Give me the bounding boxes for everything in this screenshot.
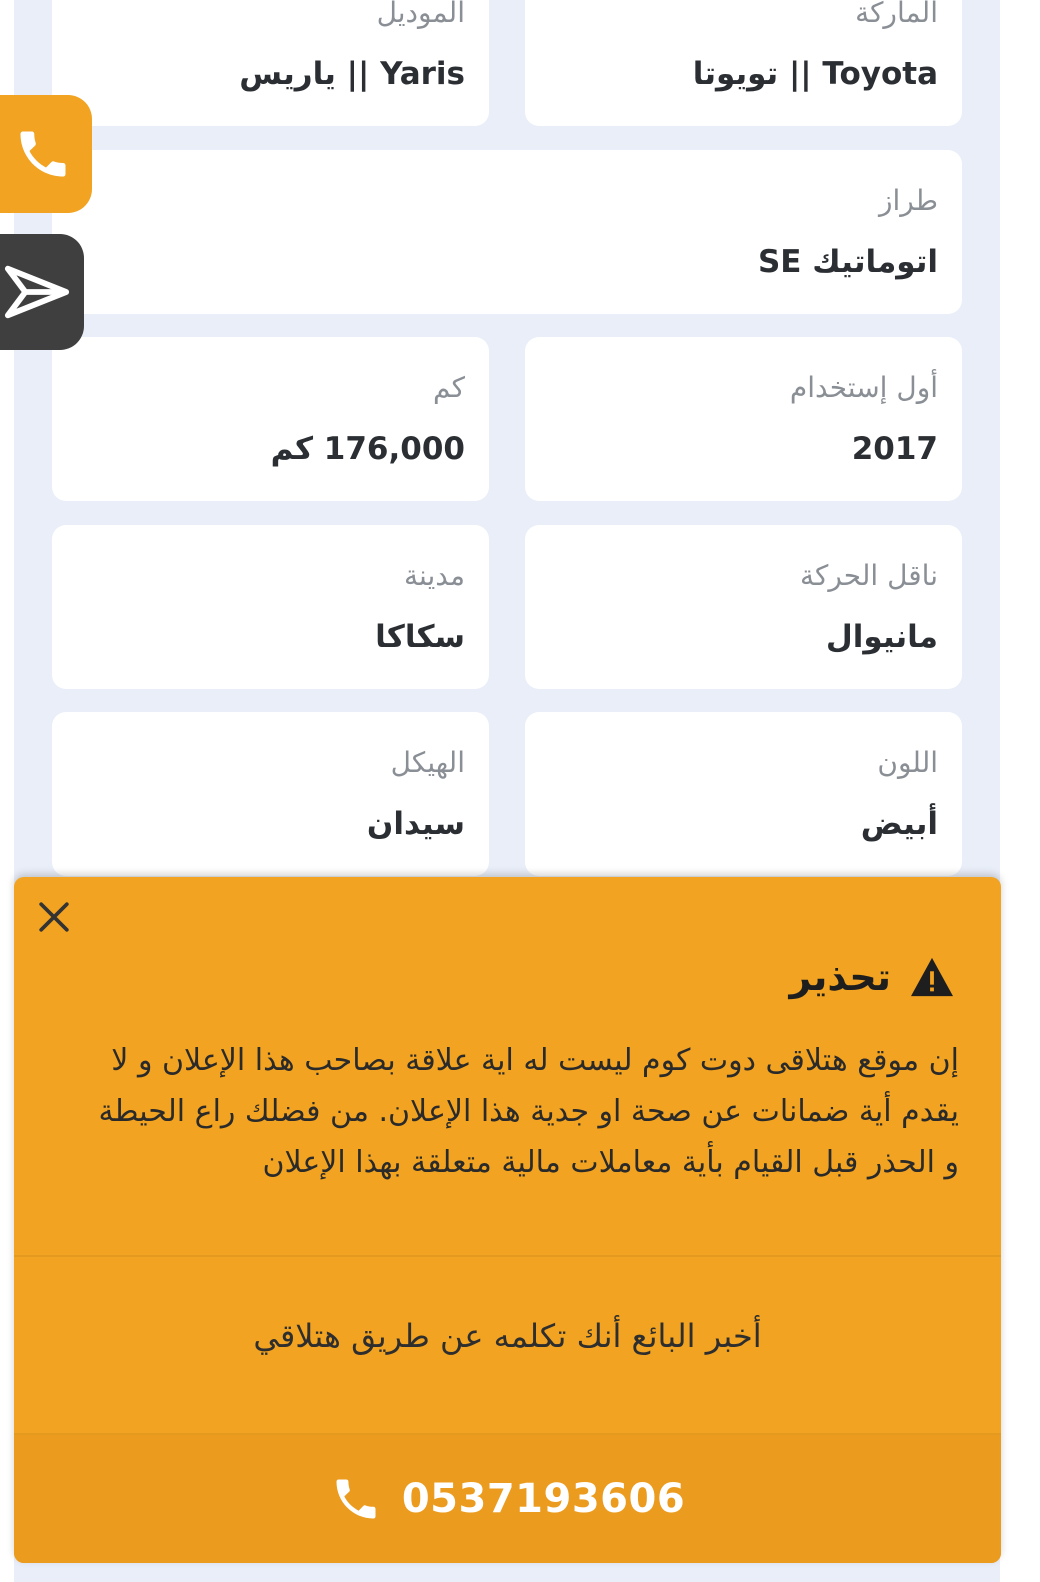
spec-value: 2017	[851, 431, 938, 467]
warning-body-text: إن موقع هتلاقى دوت كوم ليست له اية علاقة بصاحب هذا الإعلان و لا يقدم أية ضمانات عن صحة او جدية هذا الإعلان. من فضلك راع الحيطة و الحذر قبل القيام بأية معاملات مالية متعلقة بهذا الإعلان	[98, 1043, 959, 1180]
tell-seller-text: أخبر البائع أنك تكلمه عن طريق هتلاقي	[253, 1317, 762, 1355]
spec-value: Toyota || تويوتا	[692, 56, 938, 92]
spec-value: سكاكا	[375, 619, 465, 655]
spec-card-body	[52, 712, 489, 876]
phone-icon	[13, 124, 73, 184]
warning-triangle-icon	[909, 956, 955, 998]
spec-card-color	[525, 712, 962, 876]
spec-card-trim	[52, 150, 962, 314]
spec-label: الهيكل	[390, 746, 465, 779]
spec-value: سيدان	[366, 806, 465, 842]
spec-value: Yaris || ياريس	[239, 56, 465, 92]
spec-value: اتوماتيك SE	[757, 244, 938, 280]
spec-label: كم	[433, 371, 465, 404]
close-icon[interactable]	[32, 895, 76, 939]
warning-header	[789, 955, 955, 999]
phone-number: 0537193606	[401, 1476, 686, 1522]
spec-label: الماركة	[855, 0, 938, 29]
spec-label: مدينة	[404, 559, 465, 592]
spec-label: الموديل	[376, 0, 465, 29]
phone-icon	[330, 1473, 382, 1525]
share-icon	[2, 257, 72, 327]
spec-card-brand	[525, 0, 962, 126]
spec-card-mileage	[52, 337, 489, 501]
spec-label: طراز	[878, 184, 938, 217]
warning-title: تحذير	[789, 955, 891, 999]
spec-value: مانيوال	[825, 619, 938, 655]
spec-card-transmission	[525, 525, 962, 689]
spec-value: أبيض	[860, 806, 938, 842]
spec-label: أول إستخدام	[789, 371, 938, 404]
spec-card-city	[52, 525, 489, 689]
call-fab-button[interactable]	[0, 95, 92, 213]
spec-label: ناقل الحركة	[800, 559, 938, 592]
spec-label: اللون	[877, 746, 938, 779]
share-fab-button[interactable]	[0, 234, 84, 350]
call-seller-button[interactable]	[14, 1435, 1001, 1563]
spec-value: 176,000 كم	[270, 431, 465, 467]
warning-sheet	[14, 877, 1001, 1563]
spec-card-first-use	[525, 337, 962, 501]
spec-card-model	[52, 0, 489, 126]
divider	[14, 1255, 1001, 1257]
